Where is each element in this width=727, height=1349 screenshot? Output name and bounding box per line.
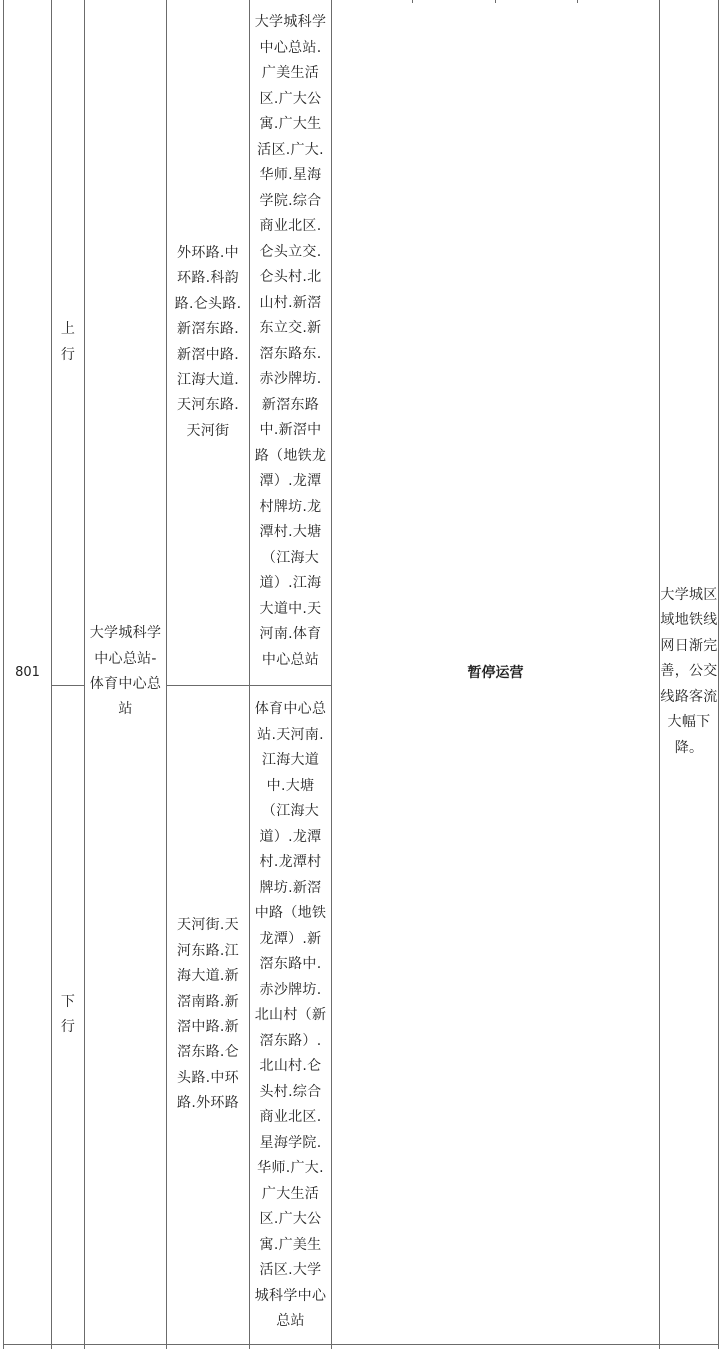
- text-line: 仑头村.北: [259, 269, 322, 285]
- text-line: 天河东路.: [177, 397, 239, 414]
- text-line: 活区.大学: [259, 1262, 322, 1278]
- text-line: 滘东路.仑: [177, 1044, 239, 1061]
- text-line: 山村.新滘: [259, 294, 322, 311]
- text-line: 体育中心总: [89, 676, 162, 692]
- roads-up: [175, 241, 242, 444]
- text-line: 大道中.天: [259, 600, 322, 617]
- text-line: 海大道.新: [177, 968, 239, 985]
- text-line: 星海学院.: [259, 1134, 322, 1151]
- text-line: 寓.广美生: [259, 1236, 322, 1253]
- text-line: 总站: [276, 1313, 305, 1329]
- stops-cell-down: [250, 697, 331, 1337]
- text-line: 头村.综合: [259, 1083, 322, 1100]
- text-line: 河东路.江: [177, 942, 239, 959]
- text-line: 广大生活: [261, 1185, 320, 1202]
- text-line: 体育中心总: [254, 701, 327, 717]
- roads-down: [177, 913, 239, 1116]
- text-line: 天河街: [186, 422, 230, 439]
- text-line: 村牌坊.龙: [259, 498, 322, 515]
- text-line: 中路（地铁: [254, 905, 327, 921]
- stops-down: [255, 697, 327, 1335]
- route-number-cell: [4, 0, 51, 1344]
- text-line: 外环路.中: [177, 244, 239, 261]
- text-line: 大幅下: [667, 714, 711, 731]
- route-number: 801: [15, 664, 40, 680]
- text-line: 学院.综合: [259, 192, 322, 209]
- text-line: 降。: [674, 739, 704, 756]
- text-line: 大学城科学: [89, 625, 162, 642]
- text-line: 大学城区: [660, 587, 718, 604]
- text-line: 道）.龙潭: [259, 828, 322, 845]
- text-line: 环路.科韵: [177, 270, 239, 287]
- text-line: 龙潭）.新: [259, 930, 322, 947]
- text-line: 中心总站.: [259, 39, 322, 56]
- text-line: 村.龙潭村: [259, 854, 322, 870]
- text-line: 东立交.新: [259, 320, 322, 336]
- text-line: 潭）.龙潭: [259, 473, 322, 489]
- text-line: 头路.中环: [177, 1069, 239, 1086]
- roads-cell-up: [167, 0, 249, 685]
- route-endpoints: [90, 621, 162, 723]
- text-line: 新滘东路: [261, 396, 320, 413]
- text-line: 中心总站-: [94, 650, 157, 667]
- text-line: 北山村.仑: [259, 1058, 322, 1074]
- text-line: 滘南路.新: [177, 993, 239, 1010]
- text-line: 中心总站: [261, 651, 320, 668]
- text-line: 道）.江海: [259, 575, 322, 591]
- text-line: 滘东路中.: [259, 956, 322, 972]
- text-line: 线路客流: [660, 688, 718, 705]
- grid-line: [718, 0, 719, 1349]
- text-line: 仑头立交.: [259, 243, 322, 260]
- reason-cell: [660, 0, 718, 1344]
- text-line: 华师.广大.: [257, 1160, 324, 1176]
- text-line: 赤沙牌坊.: [259, 981, 322, 998]
- text-line: 滘中路.新: [177, 1019, 239, 1035]
- text-line: （江海大: [261, 803, 320, 819]
- grid-line: [3, 1344, 719, 1345]
- text-line: 站: [118, 701, 133, 718]
- text-line: 善，公交: [660, 663, 718, 680]
- text-line: 广美生活: [261, 65, 320, 81]
- text-line: 区.广大公: [259, 1211, 322, 1227]
- text-line: 路（地铁龙: [254, 447, 327, 464]
- text-line: 商业北区.: [259, 1109, 322, 1125]
- roads-cell-down: [167, 686, 249, 1344]
- text-line: 下: [60, 993, 76, 1010]
- text-line: 潭村.大塘: [259, 524, 322, 540]
- text-line: 河南.体育: [259, 626, 322, 642]
- endpoints-cell: [85, 0, 166, 1344]
- text-line: 江海大道: [261, 752, 320, 768]
- text-line: 中.新滘中: [259, 422, 322, 438]
- text-line: 新滘东路.: [177, 321, 239, 338]
- text-line: 商业北区.: [259, 218, 322, 234]
- text-line: 行: [60, 346, 76, 363]
- text-line: 新滘中路.: [177, 346, 239, 363]
- text-line: 活区.广大.: [257, 141, 324, 158]
- text-line: 赤沙牌坊.: [259, 371, 322, 387]
- direction-label-up: [61, 317, 75, 368]
- text-line: 天河街.天: [177, 917, 239, 934]
- text-line: 上: [60, 321, 76, 338]
- stops-up: [255, 10, 327, 673]
- status-text: 暂停运营: [467, 665, 524, 681]
- text-line: 滘东路东.: [259, 345, 322, 362]
- text-line: 北山村（新: [254, 1007, 327, 1023]
- text-line: 路.外环路: [177, 1095, 239, 1112]
- reason-text: [660, 583, 717, 761]
- stops-cell-up: [250, 10, 331, 675]
- direction-cell-down: [52, 686, 84, 1344]
- direction-cell-up: [52, 0, 84, 685]
- text-line: 中.大塘: [266, 777, 315, 794]
- text-line: 滘东路）.: [259, 1032, 322, 1049]
- text-line: 站.天河南.: [257, 726, 324, 743]
- text-line: 江海大道.: [177, 371, 239, 388]
- direction-label-down: [61, 990, 75, 1041]
- text-line: 网日渐完: [660, 637, 718, 654]
- text-line: 域地铁线: [660, 612, 718, 629]
- text-line: （江海大: [261, 549, 320, 566]
- text-line: 牌坊.新滘: [259, 879, 322, 896]
- text-line: 寓.广大生: [259, 116, 322, 132]
- text-line: 大学城科学: [254, 14, 327, 30]
- text-line: 区.广大公: [259, 90, 322, 107]
- text-line: 城科学中心: [254, 1287, 327, 1304]
- text-line: 路.仑头路.: [174, 295, 242, 312]
- text-line: 华师.星海: [259, 167, 322, 183]
- text-line: 行: [60, 1019, 76, 1035]
- status-cell: [332, 0, 659, 1344]
